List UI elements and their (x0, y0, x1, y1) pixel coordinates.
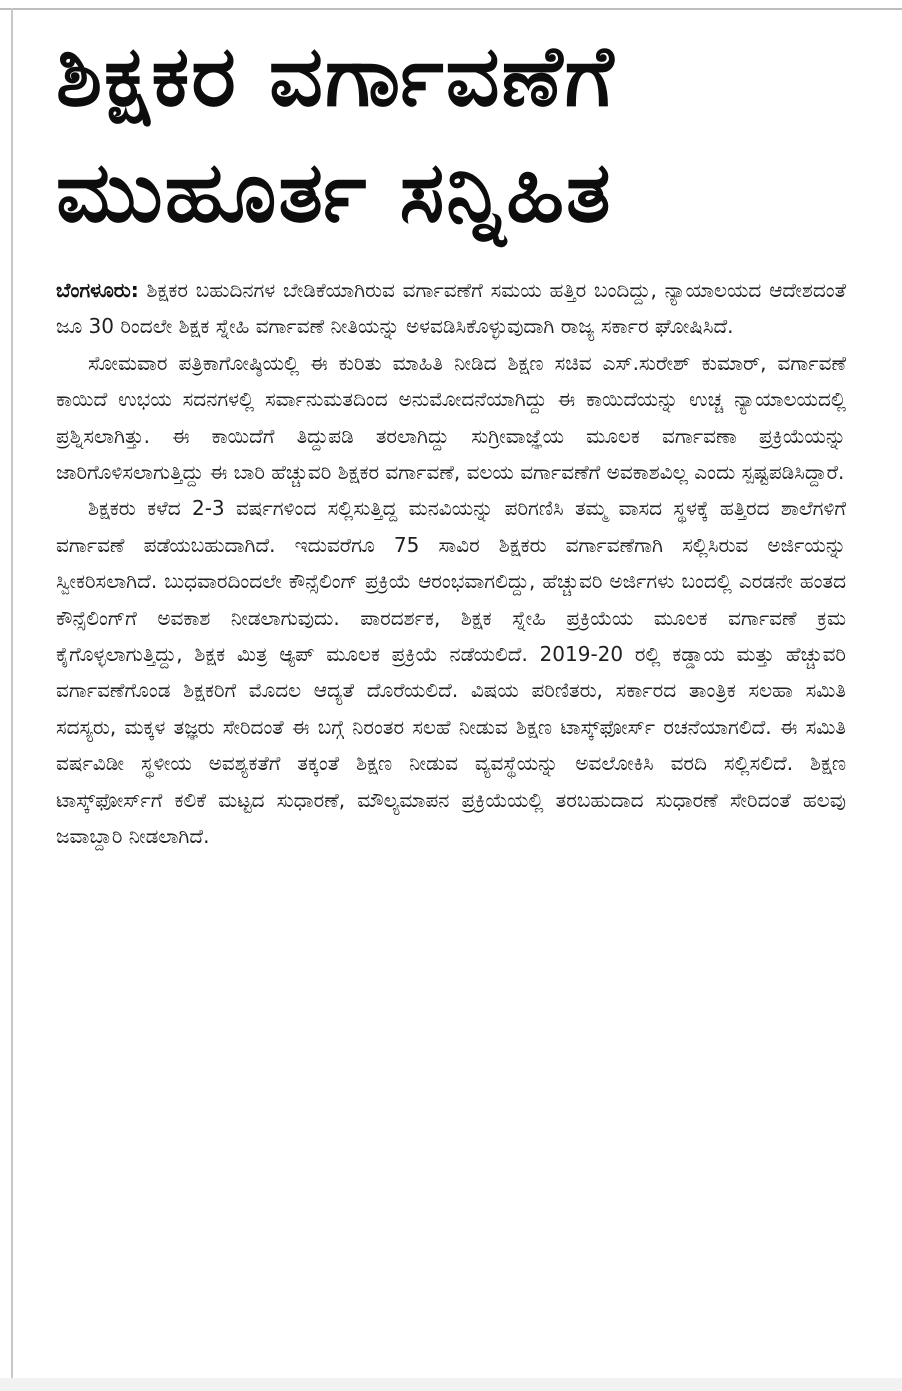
article-paragraph-1 (56, 272, 846, 345)
article-paragraph-2: ಸೋಮವಾರ ಪತ್ರಿಕಾಗೋಷ್ಠಿಯಲ್ಲಿ ಈ ಕುರಿತು ಮಾಹಿತಿ ನೀಡಿದ ಶಿಕ್ಷಣ ಸಚಿವ ಎಸ್.ಸುರೇಶ್ ಕುಮಾರ್, ವರ್ಗಾವಣೆ ಕಾಯಿದೆ ಉಭಯ ಸದನಗಳಲ್ಲಿ ಸರ್ವಾನುಮತದಿಂದ ಅನುಮೋದನೆಯಾಗಿದ್ದು ಈ ಕಾಯಿದೆಯನ್ನು ಉಚ್ಚ ನ್ಯಾಯಾಲಯದಲ್ಲಿ ಪ್ರಶ್ನಿಸಲಾಗಿತ್ತು. ಈ ಕಾಯಿದೆಗೆ ತಿದ್ದುಪಡಿ ತರಲಾಗಿದ್ದು ಸುಗ್ರೀವಾಜ್ಞೆಯ ಮೂಲಕ ವರ್ಗಾವಣಾ ಪ್ರಕ್ರಿಯೆಯನ್ನು ಜಾರಿಗೊಳಿಸಲಾಗುತ್ತಿದ್ದು ಈ ಬಾರಿ ಹೆಚ್ಚುವರಿ ಶಿಕ್ಷಕರ ವರ್ಗಾವಣೆ, ವಲಯ ವರ್ಗಾವಣೆಗೆ ಅವಕಾಶವಿಲ್ಲ ಎಂದು ಸ್ಪಷ್ಟಪಡಿಸಿದ್ದಾರೆ. (56, 350, 846, 485)
headline-line-2: ಮುಹೂರ್ತ ಸನ್ನಿಹಿತ (56, 143, 613, 241)
article-paragraph-3: ಶಿಕ್ಷಕರು ಕಳೆದ 2-3 ವರ್ಷಗಳಿಂದ ಸಲ್ಲಿಸುತ್ತಿದ್ದ ಮನವಿಯನ್ನು ಪರಿಗಣಿಸಿ ತಮ್ಮ ವಾಸದ ಸ್ಥಳಕ್ಕೆ ಹತ್ತಿರದ ಶಾಲೆಗಳಿಗೆ ವರ್ಗಾವಣೆ ಪಡೆಯಬಹುದಾಗಿದೆ. ಇದುವರೆಗೂ 75 ಸಾವಿರ ಶಿಕ್ಷಕರು ವರ್ಗಾವಣೆಗಾಗಿ ಸಲ್ಲಿಸಿರುವ ಅರ್ಜಿಯನ್ನು ಸ್ವೀಕರಿಸಲಾಗಿದೆ. ಬುಧವಾರದಿಂದಲೇ ಕೌನ್ಸೆಲಿಂಗ್ ಪ್ರಕ್ರಿಯೆ ಆರಂಭವಾಗಲಿದ್ದು, ಹೆಚ್ಚುವರಿ ಅರ್ಜಿಗಳು ಬಂದಲ್ಲಿ ಎರಡನೇ ಹಂತದ ಕೌನ್ಸೆಲಿಂಗ್‌ಗೆ ಅವಕಾಶ ನೀಡಲಾಗುವುದು. ಪಾರದರ್ಶಕ, ಶಿಕ್ಷಕ ಸ್ನೇಹಿ ಪ್ರಕ್ರಿಯೆಯ ಮೂಲಕ ವರ್ಗಾವಣೆ ಕ್ರಮ ಕೈಗೊಳ್ಳಲಾಗುತ್ತಿದ್ದು, ಶಿಕ್ಷಕ ಮಿತ್ರ ಆ್ಯಪ್ ಮೂಲಕ ಪ್ರಕ್ರಿಯೆ ನಡೆಯಲಿದೆ. 2019-20 ರಲ್ಲಿ ಕಡ್ಡಾಯ ಮತ್ತು ಹೆಚ್ಚುವರಿ ವರ್ಗಾವಣೆಗೊಂಡ ಶಿಕ್ಷಕರಿಗೆ ಮೊದಲ ಆದ್ಯತೆ ದೊರೆಯಲಿದೆ. ವಿಷಯ ಪರಿಣಿತರು, ಸರ್ಕಾರದ ತಾಂತ್ರಿಕ ಸಲಹಾ ಸಮಿತಿ ಸದಸ್ಯರು, ಮಕ್ಕಳ ತಜ್ಞರು ಸೇರಿದಂತೆ ಈ ಬಗ್ಗೆ ನಿರಂತರ ಸಲಹೆ ನೀಡುವ ಶಿಕ್ಷಣ ಟಾಸ್ಕ್‌ಫೋರ್ಸ್ ರಚನೆಯಾಗಲಿದೆ. ಈ ಸಮಿತಿ ವರ್ಷವಿಡೀ ಸ್ಥಳೀಯ ಅವಶ್ಯಕತೆಗೆ ತಕ್ಕಂತೆ ಶಿಕ್ಷಣ ನೀಡುವ ವ್ಯವಸ್ಥೆಯನ್ನು ಅವಲೋಕಿಸಿ ವರದಿ ಸಲ್ಲಿಸಲಿದೆ. ಶಿಕ್ಷಣ ಟಾಸ್ಕ್‌ಫೋರ್ಸ್‌ಗೆ ಕಲಿಕೆ ಮಟ್ಟದ ಸುಧಾರಣೆ, ಮೌಲ್ಯಮಾಪನ ಪ್ರಕ್ರಿಯೆಯಲ್ಲಿ ತರಬಹುದಾದ ಸುಧಾರಣೆ ಸೇರಿದಂತೆ ಹಲವು ಜವಾಬ್ದಾರಿ ನೀಡಲಾಗಿದೆ. (56, 496, 846, 849)
left-column-rule (11, 8, 13, 1378)
article-headline (56, 18, 846, 252)
news-article (56, 18, 846, 855)
paragraph-1-text: ಶಿಕ್ಷಕರ ಬಹುದಿನಗಳ ಬೇಡಿಕೆಯಾಗಿರುವ ವರ್ಗಾವಣೆಗೆ ಸಮಯ ಹತ್ತಿರ ಬಂದಿದ್ದು, ನ್ಯಾಯಾಲಯದ ಆದೇಶದಂತೆ ಜೂ 30 ರಿಂದಲೇ ಶಿಕ್ಷಕ ಸ್ನೇಹಿ ವರ್ಗಾವಣೆ ನೀತಿಯನ್ನು ಅಳವಡಿಸಿಕೊಳ್ಳುವುದಾಗಿ ರಾಜ್ಯ ಸರ್ಕಾರ ಘೋಷಿಸಿದೆ. (56, 278, 846, 339)
headline-line-1: ಶಿಕ್ಷಕರ ವರ್ಗಾವಣೆಗೆ (56, 27, 616, 125)
dateline: ಬೆಂಗಳೂರು: (56, 278, 139, 302)
article-body (56, 272, 846, 855)
top-border-rule (0, 8, 902, 10)
bottom-border-strip (0, 1378, 902, 1391)
